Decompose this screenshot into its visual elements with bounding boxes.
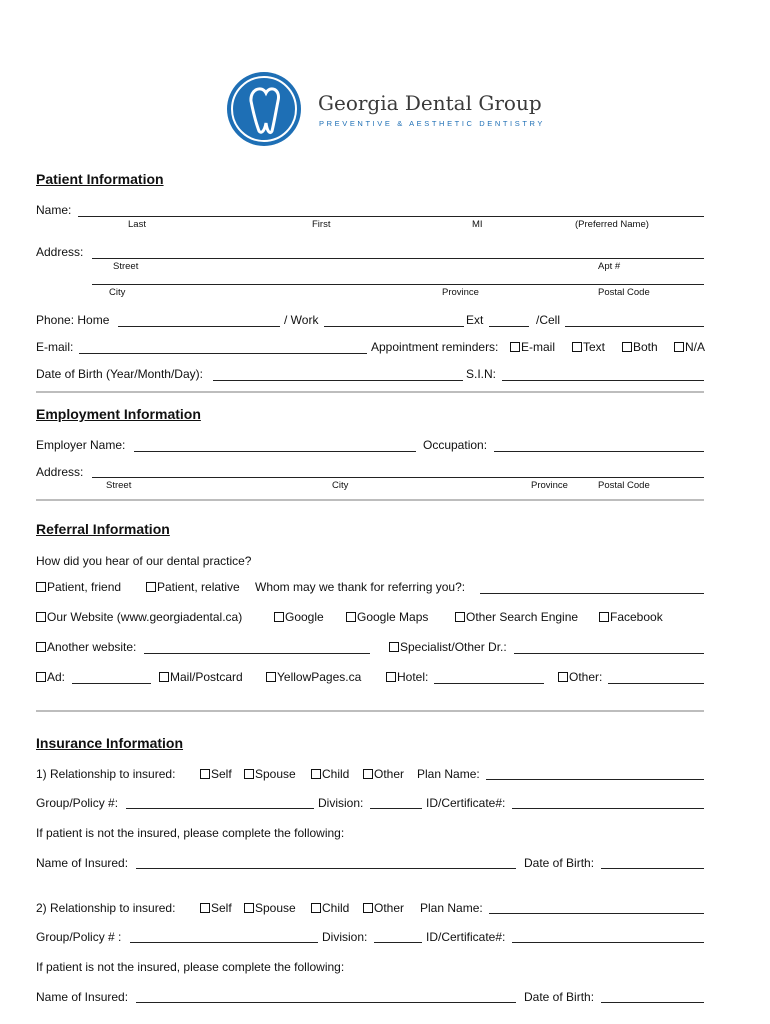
- dob1-label: Date of Birth:: [524, 856, 595, 870]
- sub-apt: Apt #: [598, 261, 621, 272]
- division2-label: Division:: [322, 930, 368, 944]
- checkbox[interactable]: [200, 903, 210, 913]
- rel2-child[interactable]: Child: [311, 901, 349, 915]
- note1: If patient is not the insured, please complete the following:: [36, 826, 345, 840]
- opt-other[interactable]: Other:: [558, 670, 602, 684]
- insured1-label: Name of Insured:: [36, 856, 129, 870]
- sub-mi: MI: [472, 219, 483, 230]
- opt-relative[interactable]: Patient, relative: [146, 580, 240, 594]
- checkbox[interactable]: [36, 672, 46, 682]
- sub-preferred: (Preferred Name): [575, 219, 649, 230]
- rel1-self[interactable]: Self: [200, 767, 232, 781]
- checkbox[interactable]: [266, 672, 276, 682]
- address-city-field[interactable]: [92, 284, 704, 285]
- dob2-field[interactable]: [601, 1002, 704, 1003]
- insured1-field[interactable]: [136, 868, 516, 869]
- ad-field[interactable]: [72, 683, 151, 684]
- sub-city: City: [109, 287, 126, 298]
- checkbox[interactable]: [200, 769, 210, 779]
- logo-tagline: PREVENTIVE & AESTHETIC DENTISTRY: [319, 119, 546, 128]
- sub-province: Province: [442, 287, 479, 298]
- opt-friend[interactable]: Patient, friend: [36, 580, 121, 594]
- sin-field[interactable]: [502, 380, 704, 381]
- another-field[interactable]: [144, 653, 370, 654]
- id2-label: ID/Certificate#:: [426, 930, 506, 944]
- thank-field[interactable]: [480, 593, 704, 594]
- checkbox[interactable]: [36, 582, 46, 592]
- checkbox[interactable]: [311, 903, 321, 913]
- emp-sub-city: City: [332, 480, 349, 491]
- divider: [36, 499, 704, 501]
- sub-street: Street: [113, 261, 139, 272]
- insured2-label: Name of Insured:: [36, 990, 129, 1004]
- logo-name: Georgia Dental Group: [318, 91, 542, 115]
- emp-address-label: Address:: [36, 465, 84, 479]
- emp-address-field[interactable]: [92, 477, 704, 478]
- cell-label: /Cell: [536, 313, 561, 327]
- division1-field[interactable]: [370, 808, 422, 809]
- checkbox[interactable]: [36, 642, 46, 652]
- id2-field[interactable]: [512, 942, 704, 943]
- group2-label: Group/Policy # :: [36, 930, 122, 944]
- id1-label: ID/Certificate#:: [426, 796, 506, 810]
- rel1-label: 1) Relationship to insured:: [36, 767, 176, 781]
- ext-label: Ext: [466, 313, 484, 327]
- rel1-spouse[interactable]: Spouse: [244, 767, 296, 781]
- rel2-spouse[interactable]: Spouse: [244, 901, 296, 915]
- checkbox[interactable]: [146, 582, 156, 592]
- opt-ad[interactable]: Ad:: [36, 670, 65, 684]
- checkbox[interactable]: [159, 672, 169, 682]
- emp-sub-street: Street: [106, 480, 132, 491]
- work-label: / Work: [284, 313, 319, 327]
- note2: If patient is not the insured, please complete the following:: [36, 960, 345, 974]
- checkbox[interactable]: [363, 769, 373, 779]
- checkbox[interactable]: [622, 342, 632, 352]
- checkbox[interactable]: [389, 642, 399, 652]
- plan1-label: Plan Name:: [417, 767, 480, 781]
- insured2-field[interactable]: [136, 1002, 516, 1003]
- checkbox[interactable]: [244, 903, 254, 913]
- rel1-other[interactable]: Other: [363, 767, 404, 781]
- opt-maps[interactable]: Google Maps: [346, 610, 428, 624]
- checkbox[interactable]: [599, 612, 609, 622]
- opt-specialist[interactable]: Specialist/Other Dr.:: [389, 640, 507, 654]
- reminder-email[interactable]: E-mail: [510, 340, 555, 354]
- address-label: Address:: [36, 245, 84, 259]
- referral-heading: Referral Information: [36, 521, 170, 537]
- checkbox[interactable]: [36, 612, 46, 622]
- opt-hotel[interactable]: Hotel:: [386, 670, 428, 684]
- plan2-label: Plan Name:: [420, 901, 483, 915]
- other-field[interactable]: [608, 683, 704, 684]
- opt-yellow[interactable]: YellowPages.ca: [266, 670, 361, 684]
- hotel-field[interactable]: [434, 683, 544, 684]
- sin-label: S.I.N:: [466, 367, 497, 381]
- reminders-label: Appointment reminders:: [371, 340, 499, 354]
- rel1-child[interactable]: Child: [311, 767, 349, 781]
- sub-first: First: [312, 219, 331, 230]
- address-street-field[interactable]: [92, 258, 704, 259]
- division1-label: Division:: [318, 796, 364, 810]
- specialist-field[interactable]: [514, 653, 704, 654]
- name-label: Name:: [36, 203, 72, 217]
- sub-last: Last: [128, 219, 146, 230]
- sub-postal: Postal Code: [598, 287, 650, 298]
- occupation-field[interactable]: [494, 451, 704, 452]
- reminder-na[interactable]: N/A: [674, 340, 705, 354]
- checkbox[interactable]: [311, 769, 321, 779]
- group1-label: Group/Policy #:: [36, 796, 119, 810]
- checkbox[interactable]: [274, 612, 284, 622]
- employer-label: Employer Name:: [36, 438, 126, 452]
- dob1-field[interactable]: [601, 868, 704, 869]
- group2-field[interactable]: [130, 942, 318, 943]
- name-field[interactable]: [78, 216, 704, 217]
- checkbox[interactable]: [558, 672, 568, 682]
- email-label: E-mail:: [36, 340, 74, 354]
- phone-home-label: Phone: Home: [36, 313, 110, 327]
- divider: [36, 710, 704, 712]
- opt-facebook[interactable]: Facebook: [599, 610, 663, 624]
- rel2-label: 2) Relationship to insured:: [36, 901, 176, 915]
- thank-label: Whom may we thank for referring you?:: [255, 580, 466, 594]
- occupation-label: Occupation:: [423, 438, 488, 452]
- division2-field[interactable]: [374, 942, 422, 943]
- checkbox[interactable]: [510, 342, 520, 352]
- emp-sub-province: Province: [531, 480, 568, 491]
- phone-home-field[interactable]: [118, 326, 280, 327]
- insurance-heading: Insurance Information: [36, 735, 184, 751]
- checkbox[interactable]: [386, 672, 396, 682]
- dob2-label: Date of Birth:: [524, 990, 595, 1004]
- reminder-text[interactable]: Text: [572, 340, 605, 354]
- checkbox[interactable]: [455, 612, 465, 622]
- email-field[interactable]: [79, 353, 367, 354]
- emp-sub-postal: Postal Code: [598, 480, 650, 491]
- work-field[interactable]: [324, 326, 464, 327]
- rel2-other[interactable]: Other: [363, 901, 404, 915]
- id1-field[interactable]: [512, 808, 704, 809]
- opt-google[interactable]: Google: [274, 610, 324, 624]
- group1-field[interactable]: [126, 808, 314, 809]
- plan1-field[interactable]: [486, 779, 704, 780]
- employment-heading: Employment Information: [36, 406, 201, 422]
- reminder-both[interactable]: Both: [622, 340, 658, 354]
- dob-field[interactable]: [213, 380, 463, 381]
- checkbox[interactable]: [244, 769, 254, 779]
- tooth-logo-icon: [226, 71, 302, 147]
- cell-field[interactable]: [565, 326, 704, 327]
- employer-field[interactable]: [134, 451, 416, 452]
- plan2-field[interactable]: [489, 913, 704, 914]
- referral-question: How did you hear of our dental practice?: [36, 554, 252, 568]
- checkbox[interactable]: [674, 342, 684, 352]
- ext-field[interactable]: [489, 326, 529, 327]
- patient-heading: Patient Information: [36, 171, 164, 187]
- opt-website[interactable]: Our Website (www.georgiadental.ca): [36, 610, 242, 624]
- rel2-self[interactable]: Self: [200, 901, 232, 915]
- checkbox[interactable]: [572, 342, 582, 352]
- checkbox[interactable]: [346, 612, 356, 622]
- checkbox[interactable]: [363, 903, 373, 913]
- logo: [226, 71, 546, 147]
- divider: [36, 391, 704, 393]
- dob-label: Date of Birth (Year/Month/Day):: [36, 367, 203, 381]
- opt-mail[interactable]: Mail/Postcard: [159, 670, 243, 684]
- opt-search[interactable]: Other Search Engine: [455, 610, 578, 624]
- opt-another[interactable]: Another website:: [36, 640, 136, 654]
